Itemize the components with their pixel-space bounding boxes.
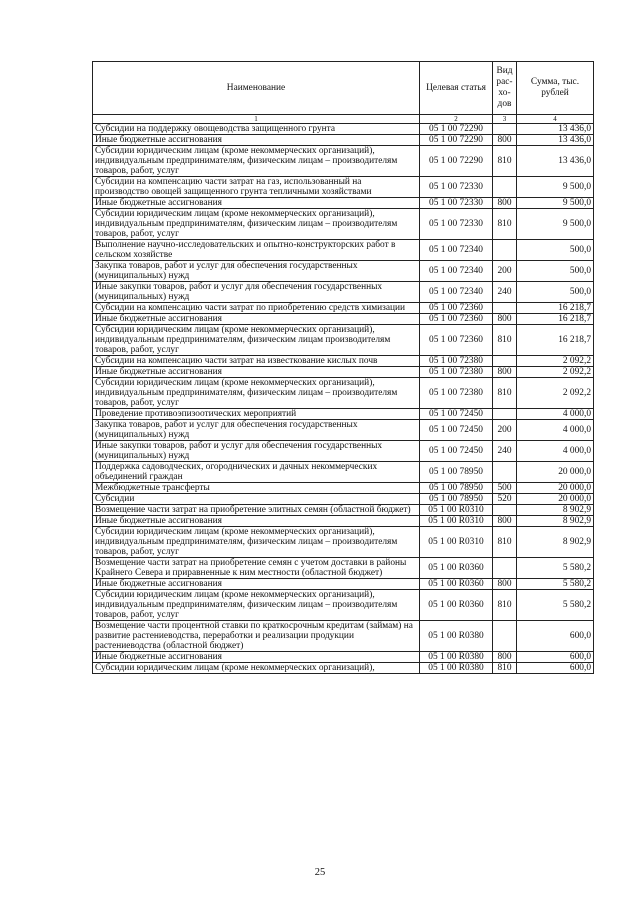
row-name: Межбюджетные трансферты	[93, 483, 420, 494]
row-target-article: 05 1 00 R0380	[420, 621, 493, 652]
row-name: Субсидии на поддержку овощеводства защищенного грунта	[93, 124, 420, 135]
row-target-article: 05 1 00 R0310	[420, 516, 493, 527]
row-expense-type: 810	[493, 325, 517, 356]
row-name: Иные бюджетные ассигнования	[93, 314, 420, 325]
column-number: 1	[93, 115, 420, 124]
table-row	[93, 209, 594, 240]
row-name: Субсидии юридическим лицам (кроме некоммерческих организаций), индивидуальным предпринимателям, физическим лицам – производителям товаров, работ, услуг	[93, 378, 420, 409]
row-name: Субсидии	[93, 494, 420, 505]
table-row	[93, 356, 594, 367]
table-row	[93, 282, 594, 303]
row-name: Иные бюджетные ассигнования	[93, 198, 420, 209]
row-expense-type: 800	[493, 516, 517, 527]
row-name: Субсидии на компенсацию части затрат на газ, использованный на производство овощей защищенного грунта тепличными хозяйствами	[93, 177, 420, 198]
row-amount: 9 500,0	[517, 209, 594, 240]
table-row	[93, 378, 594, 409]
table-row	[93, 367, 594, 378]
table-row	[93, 462, 594, 483]
row-amount: 13 436,0	[517, 146, 594, 177]
table-row	[93, 652, 594, 663]
row-name: Закупка товаров, работ и услуг для обеспечения государственных (муниципальных) нужд	[93, 420, 420, 441]
row-target-article: 05 1 00 72340	[420, 261, 493, 282]
row-expense-type: 810	[493, 209, 517, 240]
row-name: Поддержка садоводческих, огороднических и дачных некоммерческих объединений граждан	[93, 462, 420, 483]
row-expense-type: 800	[493, 314, 517, 325]
row-expense-type	[493, 558, 517, 579]
row-target-article: 05 1 00 72360	[420, 325, 493, 356]
table-row	[93, 494, 594, 505]
row-expense-type	[493, 240, 517, 261]
row-amount: 600,0	[517, 663, 594, 674]
row-name: Субсидии юридическим лицам (кроме некоммерческих организаций), индивидуальным предпринимателям, физическим лицам производителям товаров, работ, услуг	[93, 325, 420, 356]
row-name: Субсидии юридическим лицам (кроме некоммерческих организаций),	[93, 663, 420, 674]
row-amount: 600,0	[517, 652, 594, 663]
row-name: Субсидии юридическим лицам (кроме некоммерческих организаций), индивидуальным предпринимателям, физическим лицам – производителям товаров, работ, услуг	[93, 527, 420, 558]
table-row	[93, 314, 594, 325]
row-expense-type: 800	[493, 579, 517, 590]
row-target-article: 05 1 00 72360	[420, 314, 493, 325]
row-name: Иные бюджетные ассигнования	[93, 135, 420, 146]
table-row	[93, 527, 594, 558]
row-expense-type: 240	[493, 441, 517, 462]
row-amount: 500,0	[517, 282, 594, 303]
row-amount: 8 902,9	[517, 505, 594, 516]
row-amount: 13 436,0	[517, 124, 594, 135]
row-name: Иные бюджетные ассигнования	[93, 367, 420, 378]
table-row	[93, 261, 594, 282]
table-row	[93, 516, 594, 527]
row-name: Иные закупки товаров, работ и услуг для обеспечения государственных (муниципальных) нужд	[93, 282, 420, 303]
row-target-article: 05 1 00 R0360	[420, 558, 493, 579]
row-target-article: 05 1 00 72340	[420, 282, 493, 303]
row-expense-type: 810	[493, 663, 517, 674]
column-number: 4	[517, 115, 594, 124]
row-expense-type	[493, 621, 517, 652]
table-body	[93, 124, 594, 674]
row-amount: 5 580,2	[517, 579, 594, 590]
row-amount: 16 218,7	[517, 325, 594, 356]
row-target-article: 05 1 00 72450	[420, 441, 493, 462]
row-target-article: 05 1 00 72360	[420, 303, 493, 314]
row-target-article: 05 1 00 R0360	[420, 579, 493, 590]
header-name: Наименование	[93, 62, 420, 115]
table-row	[93, 420, 594, 441]
row-amount: 20 000,0	[517, 462, 594, 483]
row-expense-type: 810	[493, 378, 517, 409]
row-amount: 500,0	[517, 261, 594, 282]
row-amount: 20 000,0	[517, 494, 594, 505]
table-row	[93, 663, 594, 674]
row-target-article: 05 1 00 72380	[420, 356, 493, 367]
table-row	[93, 558, 594, 579]
table-row	[93, 198, 594, 209]
column-number: 2	[420, 115, 493, 124]
row-expense-type	[493, 505, 517, 516]
row-amount: 2 092,2	[517, 356, 594, 367]
table-row	[93, 621, 594, 652]
table-row	[93, 325, 594, 356]
header-sum: Сумма, тыс. рублей	[517, 62, 594, 115]
table-row	[93, 441, 594, 462]
row-expense-type	[493, 124, 517, 135]
row-expense-type: 800	[493, 135, 517, 146]
row-amount: 9 500,0	[517, 177, 594, 198]
table-row	[93, 146, 594, 177]
row-name: Закупка товаров, работ и услуг для обеспечения государственных (муниципальных) нужд	[93, 261, 420, 282]
row-name: Субсидии на компенсацию части затрат на известкование кислых почв	[93, 356, 420, 367]
header-row	[93, 62, 594, 115]
row-target-article: 05 1 00 78950	[420, 462, 493, 483]
row-expense-type: 500	[493, 483, 517, 494]
row-expense-type: 800	[493, 367, 517, 378]
row-target-article: 05 1 00 R0380	[420, 663, 493, 674]
table-row	[93, 135, 594, 146]
table-row	[93, 303, 594, 314]
row-expense-type	[493, 356, 517, 367]
table-row	[93, 124, 594, 135]
row-name: Иные бюджетные ассигнования	[93, 579, 420, 590]
table-row	[93, 240, 594, 261]
row-expense-type	[493, 409, 517, 420]
row-target-article: 05 1 00 72330	[420, 177, 493, 198]
row-target-article: 05 1 00 72450	[420, 409, 493, 420]
header-code: Целевая статья	[420, 62, 493, 115]
row-amount: 16 218,7	[517, 314, 594, 325]
row-amount: 9 500,0	[517, 198, 594, 209]
row-amount: 8 902,9	[517, 516, 594, 527]
table-row	[93, 579, 594, 590]
table-row	[93, 505, 594, 516]
row-amount: 5 580,2	[517, 590, 594, 621]
row-name: Субсидии юридическим лицам (кроме некоммерческих организаций), индивидуальным предпринимателям, физическим лицам – производителям товаров, работ, услуг	[93, 146, 420, 177]
row-target-article: 05 1 00 72380	[420, 378, 493, 409]
row-target-article: 05 1 00 72290	[420, 124, 493, 135]
row-name: Иные бюджетные ассигнования	[93, 652, 420, 663]
row-expense-type	[493, 303, 517, 314]
row-target-article: 05 1 00 72330	[420, 209, 493, 240]
row-name: Проведение противоэпизоотических мероприятий	[93, 409, 420, 420]
row-amount: 16 218,7	[517, 303, 594, 314]
row-target-article: 05 1 00 72340	[420, 240, 493, 261]
row-expense-type	[493, 177, 517, 198]
row-target-article: 05 1 00 72290	[420, 135, 493, 146]
budget-table	[92, 61, 594, 674]
row-target-article: 05 1 00 R0380	[420, 652, 493, 663]
row-target-article: 05 1 00 72380	[420, 367, 493, 378]
row-amount: 2 092,2	[517, 367, 594, 378]
row-name: Возмещение части затрат на приобретение элитных семян (областной бюджет)	[93, 505, 420, 516]
row-name: Субсидии юридическим лицам (кроме некоммерческих организаций), индивидуальным предпринимателям, физическим лицам – производителям товаров, работ, услуг	[93, 590, 420, 621]
row-target-article: 05 1 00 72290	[420, 146, 493, 177]
row-target-article: 05 1 00 R0360	[420, 590, 493, 621]
row-amount: 5 580,2	[517, 558, 594, 579]
row-amount: 4 000,0	[517, 441, 594, 462]
row-expense-type: 520	[493, 494, 517, 505]
row-amount: 4 000,0	[517, 409, 594, 420]
row-target-article: 05 1 00 78950	[420, 483, 493, 494]
row-target-article: 05 1 00 R0310	[420, 505, 493, 516]
row-expense-type: 800	[493, 652, 517, 663]
row-expense-type	[493, 462, 517, 483]
row-amount: 8 902,9	[517, 527, 594, 558]
column-number: 3	[493, 115, 517, 124]
row-target-article: 05 1 00 78950	[420, 494, 493, 505]
header-kind: Вид рас-хо-дов	[493, 62, 517, 115]
table-row	[93, 177, 594, 198]
row-amount: 500,0	[517, 240, 594, 261]
row-name: Иные бюджетные ассигнования	[93, 516, 420, 527]
row-amount: 13 436,0	[517, 135, 594, 146]
row-expense-type: 800	[493, 198, 517, 209]
column-number-row	[93, 115, 594, 124]
row-amount: 600,0	[517, 621, 594, 652]
row-expense-type: 200	[493, 261, 517, 282]
row-target-article: 05 1 00 72450	[420, 420, 493, 441]
row-name: Иные закупки товаров, работ и услуг для обеспечения государственных (муниципальных) нужд	[93, 441, 420, 462]
row-amount: 20 000,0	[517, 483, 594, 494]
table-row	[93, 590, 594, 621]
row-name: Субсидии на компенсацию части затрат по приобретению средств химизации	[93, 303, 420, 314]
row-target-article: 05 1 00 72330	[420, 198, 493, 209]
row-name: Возмещение части процентной ставки по краткосрочным кредитам (займам) на развитие растениеводства, переработки и реализации продукции растениеводства (областной бюджет)	[93, 621, 420, 652]
row-expense-type: 240	[493, 282, 517, 303]
row-name: Выполнение научно-исследовательских и опытно-конструкторских работ в сельском хозяйстве	[93, 240, 420, 261]
table-row	[93, 483, 594, 494]
row-amount: 4 000,0	[517, 420, 594, 441]
row-expense-type: 200	[493, 420, 517, 441]
table-row	[93, 409, 594, 420]
row-target-article: 05 1 00 R0310	[420, 527, 493, 558]
page-number: 25	[314, 867, 326, 878]
row-name: Субсидии юридическим лицам (кроме некоммерческих организаций), индивидуальным предпринимателям, физическим лицам – производителям товаров, работ, услуг	[93, 209, 420, 240]
row-name: Возмещение части затрат на приобретение семян с учетом доставки в районы Крайнего Севера и приравненные к ним местности (областной бюджет)	[93, 558, 420, 579]
row-expense-type: 810	[493, 146, 517, 177]
row-amount: 2 092,2	[517, 378, 594, 409]
row-expense-type: 810	[493, 590, 517, 621]
row-expense-type: 810	[493, 527, 517, 558]
